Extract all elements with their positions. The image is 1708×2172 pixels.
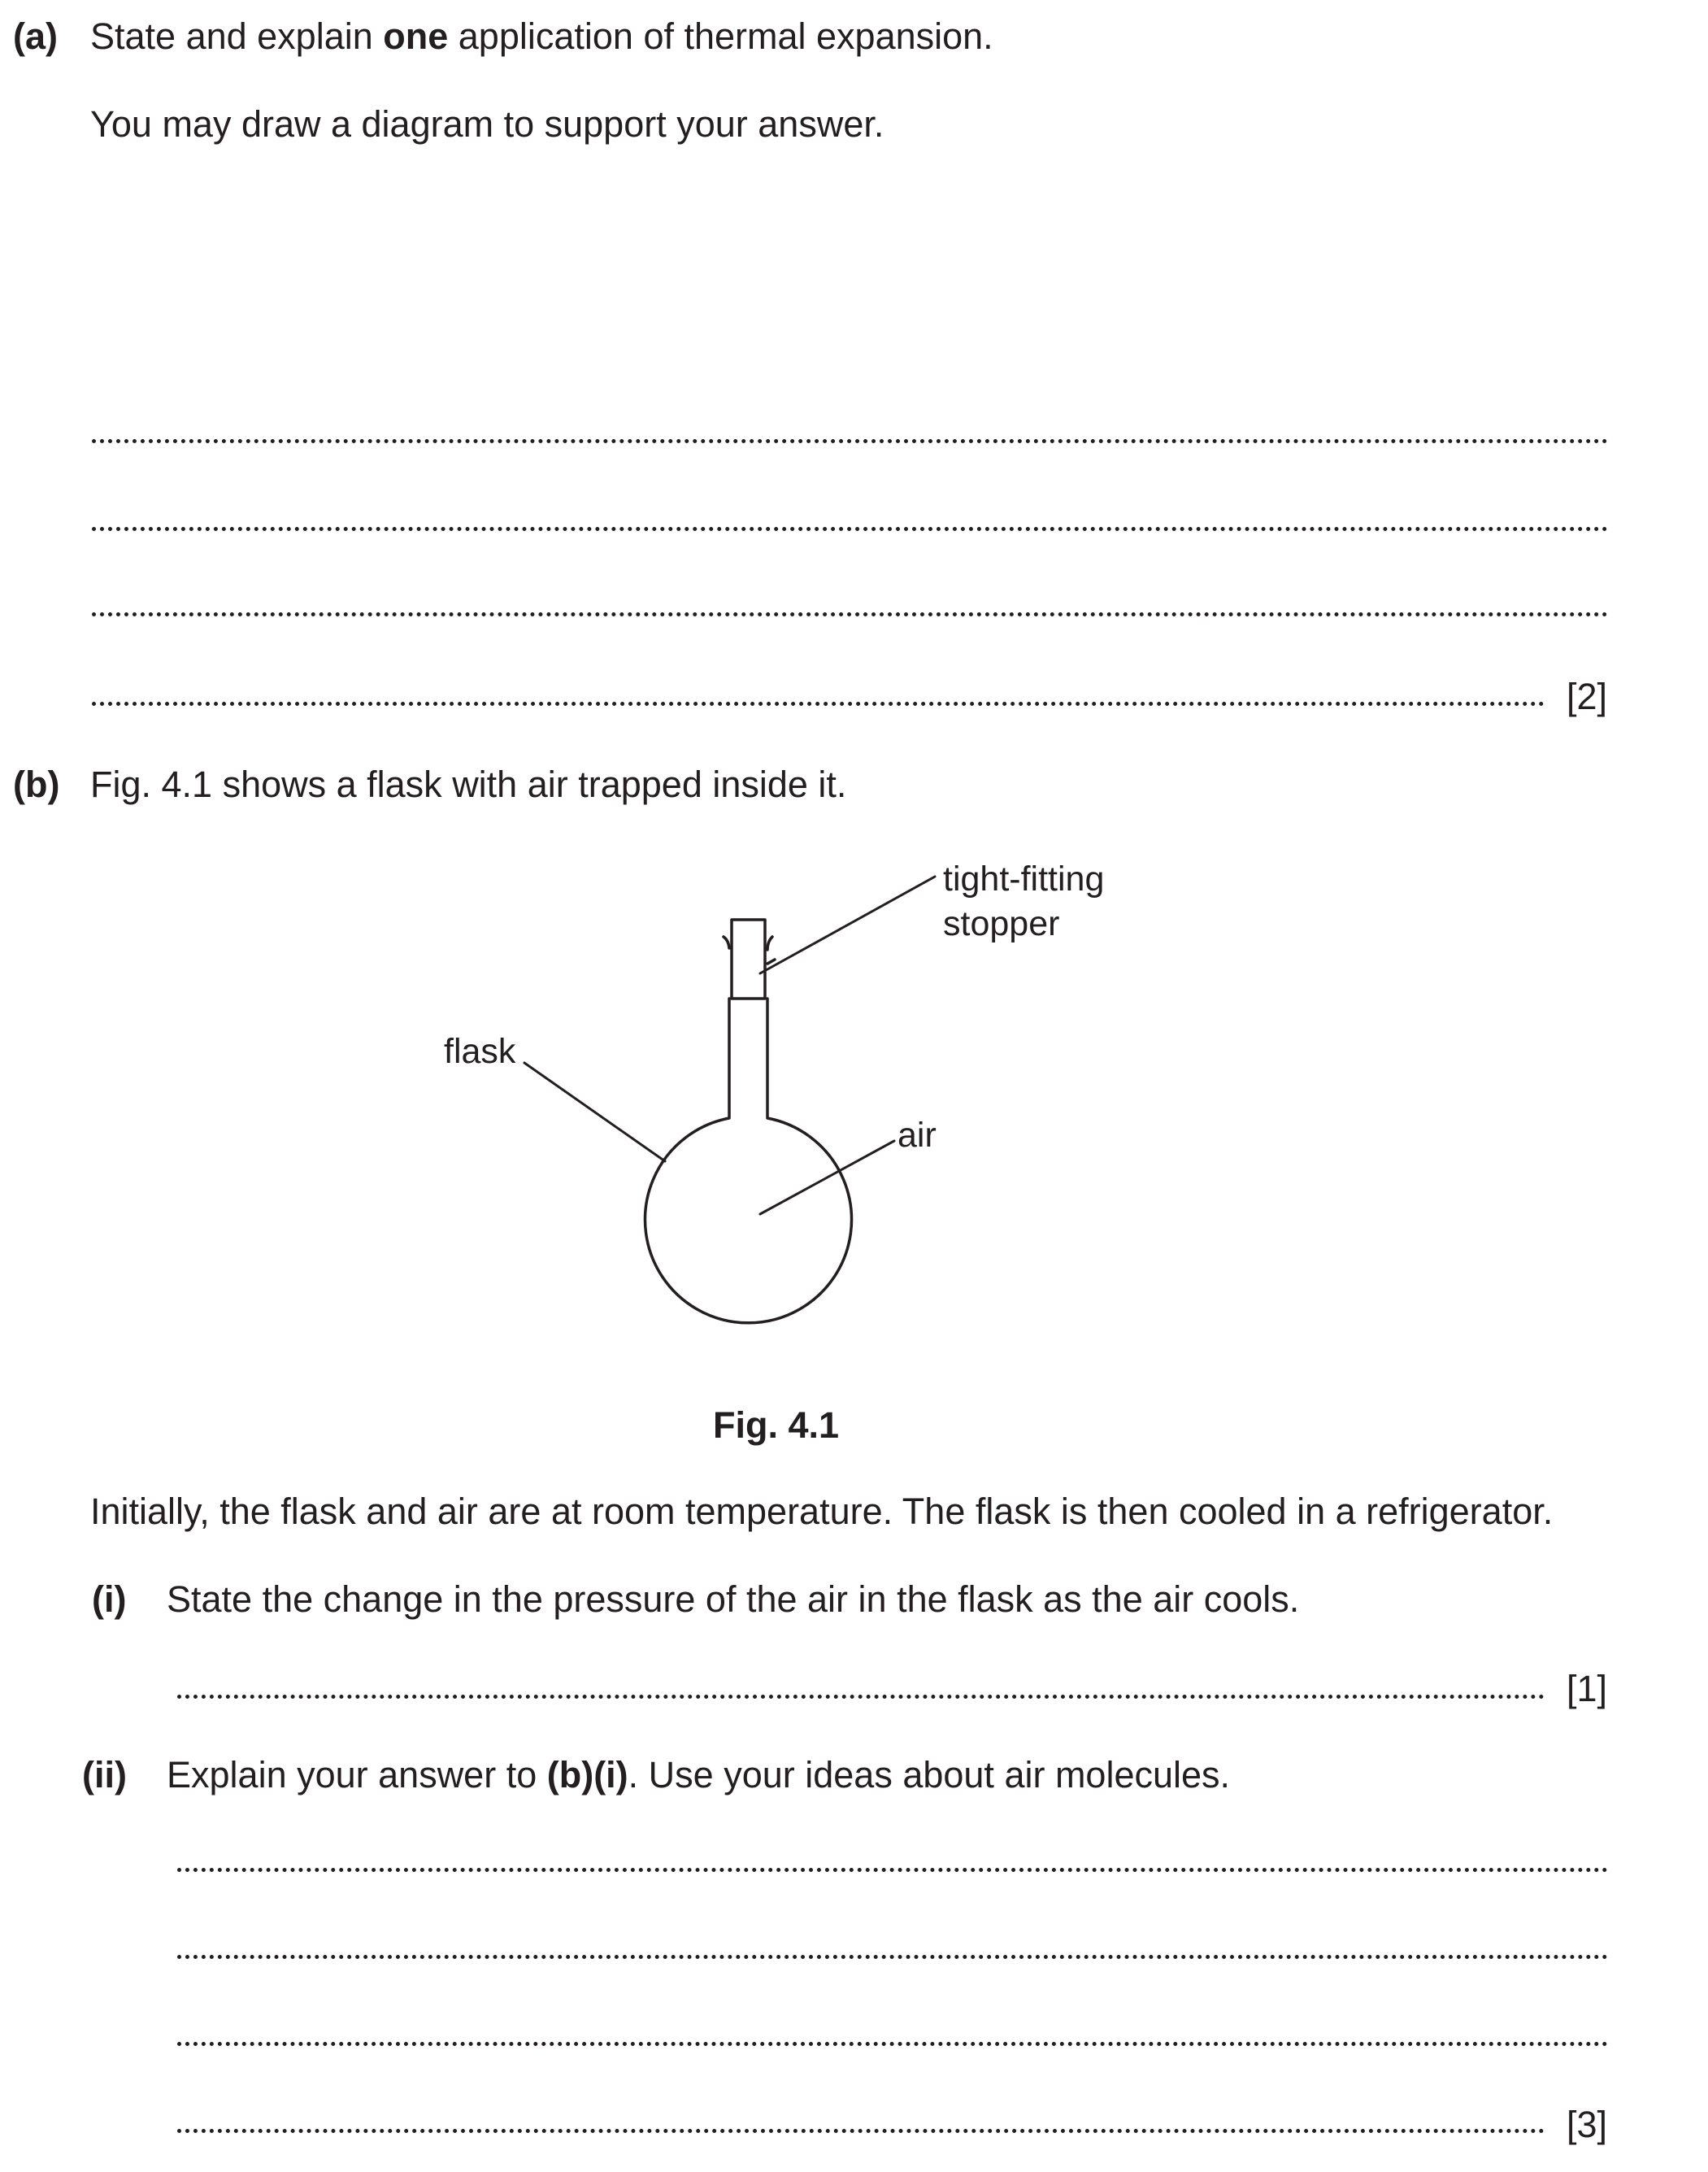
sub-ii-answer-line-4[interactable] — [177, 2129, 1545, 2133]
part-a-label: (a) — [13, 15, 58, 57]
sub-ii-question-pre: Explain your answer to — [167, 1754, 547, 1795]
sub-i-marks: [1] — [1567, 1668, 1608, 1709]
sub-i-answer-line[interactable] — [177, 1695, 1545, 1699]
sub-ii-answer-line-2[interactable] — [177, 1955, 1608, 1959]
sub-ii-marks: [3] — [1567, 2104, 1608, 2145]
label-tight-fitting: tight-fitting — [943, 860, 1105, 899]
sub-ii-label: (ii) — [82, 1754, 127, 1795]
sub-ii-answer-line-1[interactable] — [177, 1868, 1608, 1872]
label-flask: flask — [444, 1032, 516, 1071]
part-a-marks: [2] — [1567, 676, 1608, 717]
flask-leader-line — [524, 1063, 665, 1161]
part-a-hint: You may draw a diagram to support your answer. — [90, 103, 884, 145]
part-a-question-pre: State and explain — [90, 15, 384, 57]
part-a-question-post: application of thermal expansion. — [448, 15, 993, 57]
part-a-question-emphasis: one — [383, 15, 449, 57]
part-b-context: Initially, the flask and air are at room temperature. The flask is then cooled in a refrigerator. — [90, 1491, 1554, 1532]
neck-rim-right — [767, 937, 772, 950]
neck-rim-left — [724, 937, 729, 948]
sub-ii-question — [167, 1756, 1230, 1793]
part-b-intro: Fig. 4.1 shows a flask with air trapped inside it. — [90, 764, 847, 805]
sub-i-label: (i) — [92, 1578, 127, 1620]
sub-ii-question-post: . Use your ideas about air molecules. — [628, 1754, 1231, 1795]
part-b-label: (b) — [13, 764, 60, 805]
stopper-leader-line — [760, 877, 935, 973]
figure-caption: Fig. 4.1 — [713, 1404, 840, 1446]
label-stopper: stopper — [943, 904, 1060, 943]
label-air: air — [897, 1116, 937, 1155]
stopper-shape — [732, 920, 765, 999]
sub-i-question: State the change in the pressure of the air in the flask as the air cools. — [167, 1578, 1300, 1620]
flask-outline — [645, 999, 851, 1323]
sub-ii-answer-line-3[interactable] — [177, 2042, 1608, 2046]
sub-ii-question-reference: (b)(i) — [546, 1754, 628, 1795]
neck-lip-right — [767, 960, 775, 964]
